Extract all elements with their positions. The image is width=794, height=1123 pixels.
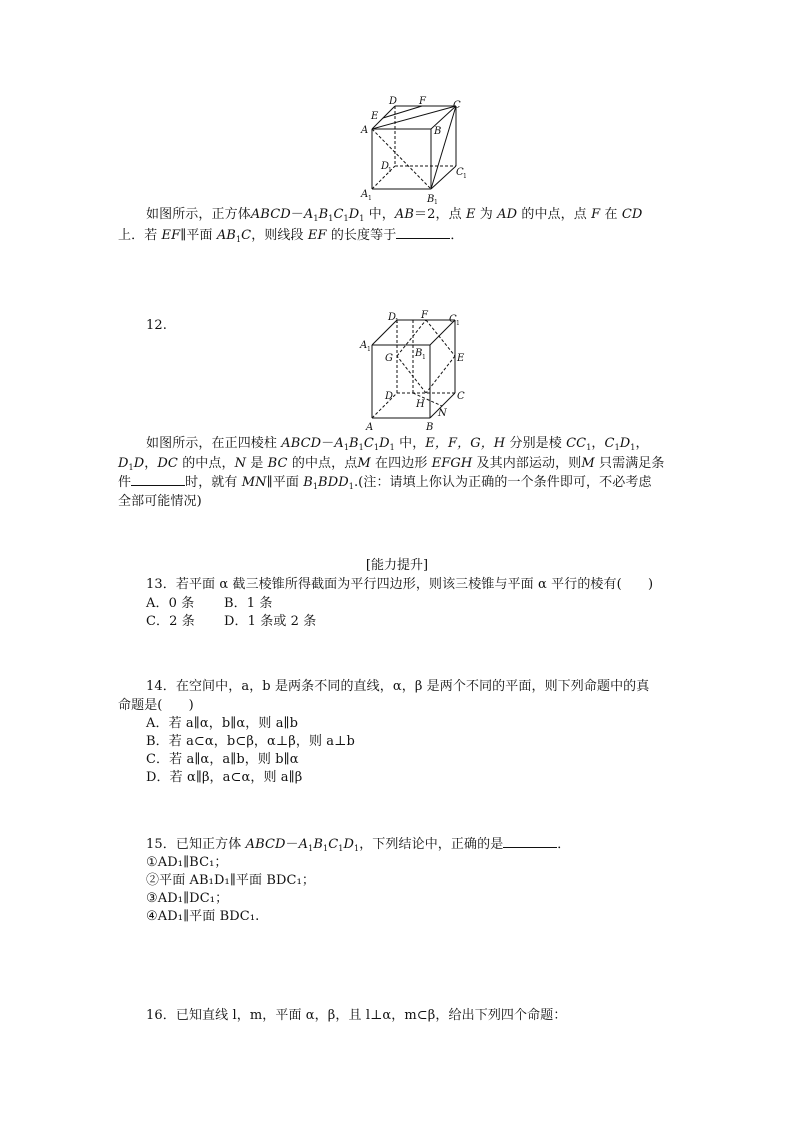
label-n: N	[438, 408, 447, 419]
q13-option-d: D．1 条或 2 条	[224, 614, 317, 629]
label-b1: B	[427, 194, 435, 204]
q14-option-a: A．若 a∥α，b∥α，则 a∥b	[146, 716, 299, 731]
label-c: C	[453, 100, 461, 111]
label-d1: D	[381, 161, 390, 172]
label-c1: C	[456, 167, 464, 178]
label-c: C	[457, 391, 465, 402]
label-c1-sub: 1	[463, 173, 467, 180]
prism-figure-q12	[358, 308, 474, 432]
q13-option-a: A．0 条	[146, 596, 195, 611]
label-g: G	[385, 353, 393, 364]
q11-line-2: 上．若 EF∥平面 $AB_1C$，则线段 EF 的长度等于 ．	[118, 228, 464, 244]
label-d1-sub: 1	[395, 318, 399, 325]
q14-option-d: D．若 α∥β，a⊂α，则 a∥β	[146, 770, 303, 785]
label-a1-sub: 1	[368, 195, 372, 202]
label-b: B	[426, 422, 434, 432]
cube-figure-q11	[350, 96, 480, 204]
answer-blank-q11	[396, 226, 450, 239]
label-f: F	[419, 96, 426, 107]
q13-option-c: C．2 条	[146, 614, 195, 629]
label-e: E	[457, 353, 465, 364]
q14-stem-line-1: 14．在空间中，a，b 是两条不同的直线，α，β 是两个不同的平面，则下列命题中的真	[146, 679, 650, 694]
q15-item-4: ④AD₁∥平面 BDC₁.	[146, 909, 260, 924]
label-c1-sub: 1	[456, 320, 460, 327]
q15-item-2: ②平面 AB₁D₁∥平面 BDC₁；	[146, 873, 315, 888]
label-a: A	[366, 422, 374, 432]
label-b1: B	[415, 348, 423, 359]
q12-number: 12.	[146, 318, 167, 333]
q15-item-1: ①AD₁∥BC₁；	[146, 855, 228, 870]
label-b1-sub: 1	[434, 199, 438, 204]
label-e: E	[371, 111, 379, 122]
label-d: D	[389, 96, 398, 107]
answer-blank-q12	[131, 473, 185, 486]
q15-stem: 15．已知正方体 $ABCD-A_1B_1C_1D_1$，下列结论中，正确的是 ．	[146, 837, 571, 853]
q13-option-b: B．1 条	[224, 596, 273, 611]
q13-stem: 13．若平面 α 截三棱锥所得截面为平行四边形，则该三棱锥与平面 α 平行的棱有( )	[146, 577, 654, 592]
q11-line-1: 如图所示，正方体$ABCD-A_1B_1C_1D_1$ 中，AB＝2，点 E 为 AD 的中点，点 F 在 CD	[146, 207, 643, 223]
label-a: A	[361, 125, 369, 136]
q16-stem: 16．已知直线 l，m，平面 α，β，且 l⊥α，m⊂β，给出下列四个命题：	[146, 1008, 567, 1023]
label-a1: A	[360, 340, 368, 351]
label-d1-sub: 1	[388, 167, 392, 174]
label-h: H	[416, 399, 425, 410]
q12-line-3: 件 时，就有 MN∥平面 $B_1BDD_1$.(注：请填上你认为正确的一个条件即可，不必考虑	[118, 475, 652, 491]
q14-stem-line-2: 命题是( )	[118, 698, 194, 713]
label-a1: A	[361, 189, 369, 200]
label-c1: C	[449, 314, 457, 325]
answer-blank-q15	[503, 835, 557, 848]
section-title: [能力提升]	[365, 558, 429, 573]
label-f: F	[421, 310, 428, 321]
label-d1: D	[388, 312, 397, 323]
q12-line-1: 如图所示，在正四棱柱 $ABCD-A_1B_1C_1D_1$ 中，E，F，G，H 分别是棱 $CC_1$，$C_1D_1$，	[146, 436, 649, 452]
label-d: D	[385, 391, 394, 402]
q15-item-3: ③AD₁∥DC₁；	[146, 891, 229, 906]
label-b1-sub: 1	[422, 354, 426, 361]
q12-line-2: $D_1D$，DC 的中点，N 是 BC 的中点，点M 在四边形 EFGH 及其内部运动，则M 只需满足条	[118, 456, 665, 472]
q12-line-4: 全部可能情况)	[118, 494, 202, 509]
label-b: B	[434, 126, 442, 137]
q14-option-b: B．若 a⊂α，b⊂β，α⊥β，则 a⊥b	[146, 734, 355, 749]
q14-option-c: C．若 a∥α，a∥b，则 b∥α	[146, 752, 299, 767]
label-a1-sub: 1	[367, 346, 371, 353]
